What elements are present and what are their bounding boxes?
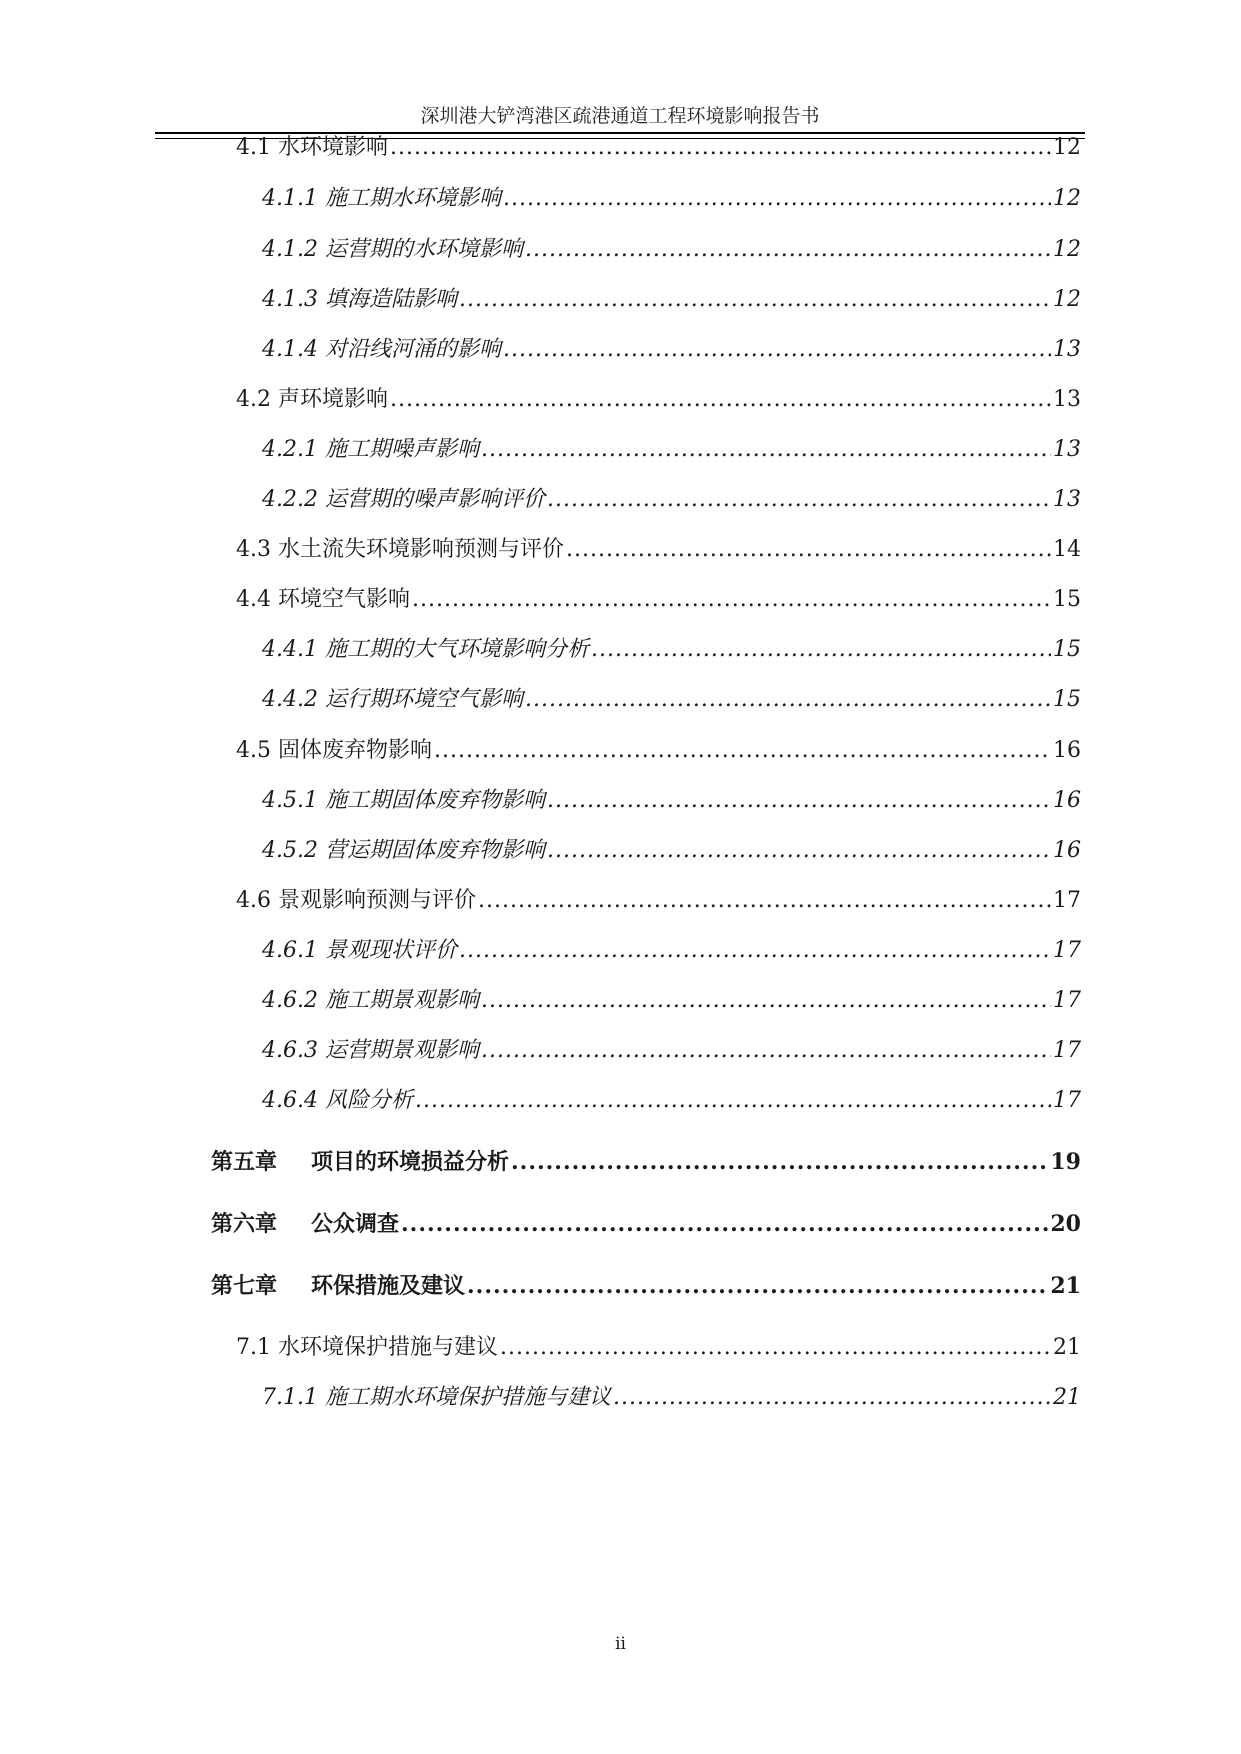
toc-page-number: 15 [1053, 587, 1081, 612]
toc-entry-title: 4.6.4 风险分析 [262, 1088, 413, 1113]
toc-leader-dots [401, 1206, 1048, 1242]
toc-leader-dots [459, 933, 1051, 969]
toc-entry-level2[interactable] [236, 582, 1081, 618]
toc-entry-title: 4.3 水土流失环境影响预测与评价 [236, 537, 564, 562]
toc-leader-dots [459, 282, 1051, 318]
toc-entry-level3[interactable] [262, 1033, 1081, 1069]
toc-leader-dots [478, 883, 1051, 919]
toc-leader-dots [547, 783, 1051, 819]
toc-page-number: 12 [1053, 186, 1081, 211]
toc-entry-title: 4.4.2 运行期环境空气影响 [262, 687, 523, 712]
toc-page-number: 17 [1053, 1038, 1081, 1063]
toc-entry-title: 4.1.1 施工期水环境影响 [262, 186, 501, 211]
toc-leader-dots [434, 733, 1051, 769]
toc-leader-dots [525, 682, 1051, 718]
toc-page-number: 20 [1050, 1211, 1081, 1237]
toc-entry-level2[interactable] [236, 532, 1081, 568]
toc-entry-level1[interactable] [211, 1144, 1081, 1180]
toc-page-number: 15 [1053, 637, 1081, 662]
toc-entry-level3[interactable] [262, 933, 1081, 969]
toc-entry-title: 4.2 声环境影响 [236, 387, 388, 412]
toc-entry-level2[interactable] [236, 130, 1081, 166]
toc-entry-title: 4.6.3 运营期景观影响 [262, 1038, 479, 1063]
toc-page-number: 21 [1053, 1385, 1081, 1410]
toc-chapter-number: 第七章 [211, 1273, 278, 1299]
toc-page-number: 19 [1050, 1149, 1081, 1175]
toc-entry-level2[interactable] [236, 1330, 1081, 1366]
toc-entry-level3[interactable] [262, 833, 1081, 869]
toc-entry-level3[interactable] [262, 232, 1081, 268]
toc-page-number: 14 [1053, 537, 1081, 562]
toc-page-number: 13 [1053, 337, 1081, 362]
toc-entry-level3[interactable] [262, 682, 1081, 718]
toc-leader-dots [613, 1380, 1051, 1416]
toc-page-number: 17 [1053, 1088, 1081, 1113]
toc-chapter-title: 公众调查 [311, 1211, 400, 1237]
toc-entry-level3[interactable] [262, 282, 1081, 318]
toc-page-number: 17 [1053, 988, 1081, 1013]
toc-page-number: 13 [1053, 437, 1081, 462]
toc-chapter-number: 第六章 [211, 1211, 278, 1237]
toc-entry-level3[interactable] [262, 783, 1081, 819]
toc-entry-title: 4.6 景观影响预测与评价 [236, 888, 476, 913]
toc-entry-title: 4.2.1 施工期噪声影响 [262, 437, 479, 462]
toc-entry-level3[interactable] [262, 983, 1081, 1019]
toc-page-number: 16 [1053, 788, 1081, 813]
toc-entry-title [211, 1268, 465, 1304]
toc-leader-dots [500, 1330, 1051, 1366]
toc-entry-title: 7.1 水环境保护措施与建议 [236, 1335, 498, 1360]
toc-entry-level3[interactable] [262, 632, 1081, 668]
toc-entry-level3[interactable] [262, 1380, 1081, 1416]
toc-page-number: 13 [1053, 487, 1081, 512]
toc-entry-title [211, 1144, 509, 1180]
toc-page-number: 15 [1053, 687, 1081, 712]
toc-leader-dots [503, 332, 1051, 368]
toc-leader-dots [547, 833, 1051, 869]
toc-page-number: 16 [1053, 738, 1081, 763]
toc-entry-level2[interactable] [236, 883, 1081, 919]
toc-chapter-title: 项目的环境损益分析 [311, 1149, 510, 1175]
toc-leader-dots [467, 1268, 1048, 1304]
toc-entry-level2[interactable] [236, 733, 1081, 769]
toc-entry-level1[interactable] [211, 1268, 1081, 1304]
toc-entry-title: 4.6.2 施工期景观影响 [262, 988, 479, 1013]
toc-page-number: 12 [1053, 287, 1081, 312]
toc-leader-dots [481, 983, 1051, 1019]
toc-leader-dots [481, 1033, 1051, 1069]
toc-entry-title: 4.4 环境空气影响 [236, 587, 410, 612]
toc-entry-title: 4.6.1 景观现状评价 [262, 938, 457, 963]
toc-page-number: 21 [1053, 1335, 1081, 1360]
running-header: 深圳港大铲湾港区疏港通道工程环境影响报告书 [420, 105, 820, 127]
page-number: ii [615, 1634, 626, 1654]
toc-leader-dots [390, 130, 1051, 166]
toc-leader-dots [566, 532, 1051, 568]
toc-page-number: 13 [1053, 387, 1081, 412]
toc-entry-title: 4.5.1 施工期固体废弃物影响 [262, 788, 545, 813]
toc-page-number: 16 [1053, 838, 1081, 863]
toc-page-number: 17 [1053, 888, 1081, 913]
toc-entry-title: 4.1.3 填海造陆影响 [262, 287, 457, 312]
toc-entry-title: 7.1.1 施工期水环境保护措施与建议 [262, 1385, 611, 1410]
toc-entry-level3[interactable] [262, 181, 1081, 217]
toc-entry-level3[interactable] [262, 432, 1081, 468]
toc-page-number: 21 [1050, 1273, 1081, 1299]
toc-entry-title: 4.1 水环境影响 [236, 135, 388, 160]
toc-leader-dots [511, 1144, 1048, 1180]
toc-entry-level2[interactable] [236, 382, 1081, 418]
toc-page-number: 17 [1053, 938, 1081, 963]
toc-chapter-number: 第五章 [211, 1149, 278, 1175]
toc-entry-title: 4.5 固体废弃物影响 [236, 738, 432, 763]
toc-entry-title [211, 1206, 399, 1242]
toc-page-number: 12 [1053, 135, 1081, 160]
toc-entry-title: 4.4.1 施工期的大气环境影响分析 [262, 637, 589, 662]
toc-entry-title: 4.1.4 对沿线河涌的影响 [262, 337, 501, 362]
toc-leader-dots [525, 232, 1051, 268]
toc-page-number: 12 [1053, 237, 1081, 262]
toc-entry-level3[interactable] [262, 482, 1081, 518]
toc-leader-dots [412, 582, 1051, 618]
toc-entry-level3[interactable] [262, 1083, 1081, 1119]
toc-leader-dots [481, 432, 1051, 468]
toc-leader-dots [503, 181, 1051, 217]
toc-entry-level1[interactable] [211, 1206, 1081, 1242]
toc-entry-level3[interactable] [262, 332, 1081, 368]
toc-leader-dots [415, 1083, 1051, 1119]
toc-leader-dots [547, 482, 1051, 518]
toc-entry-title: 4.2.2 运营期的噪声影响评价 [262, 487, 545, 512]
toc-chapter-title: 环保措施及建议 [311, 1273, 466, 1299]
toc-entry-title: 4.1.2 运营期的水环境影响 [262, 237, 523, 262]
toc-leader-dots [591, 632, 1051, 668]
toc-entry-title: 4.5.2 营运期固体废弃物影响 [262, 838, 545, 863]
toc-leader-dots [390, 382, 1051, 418]
